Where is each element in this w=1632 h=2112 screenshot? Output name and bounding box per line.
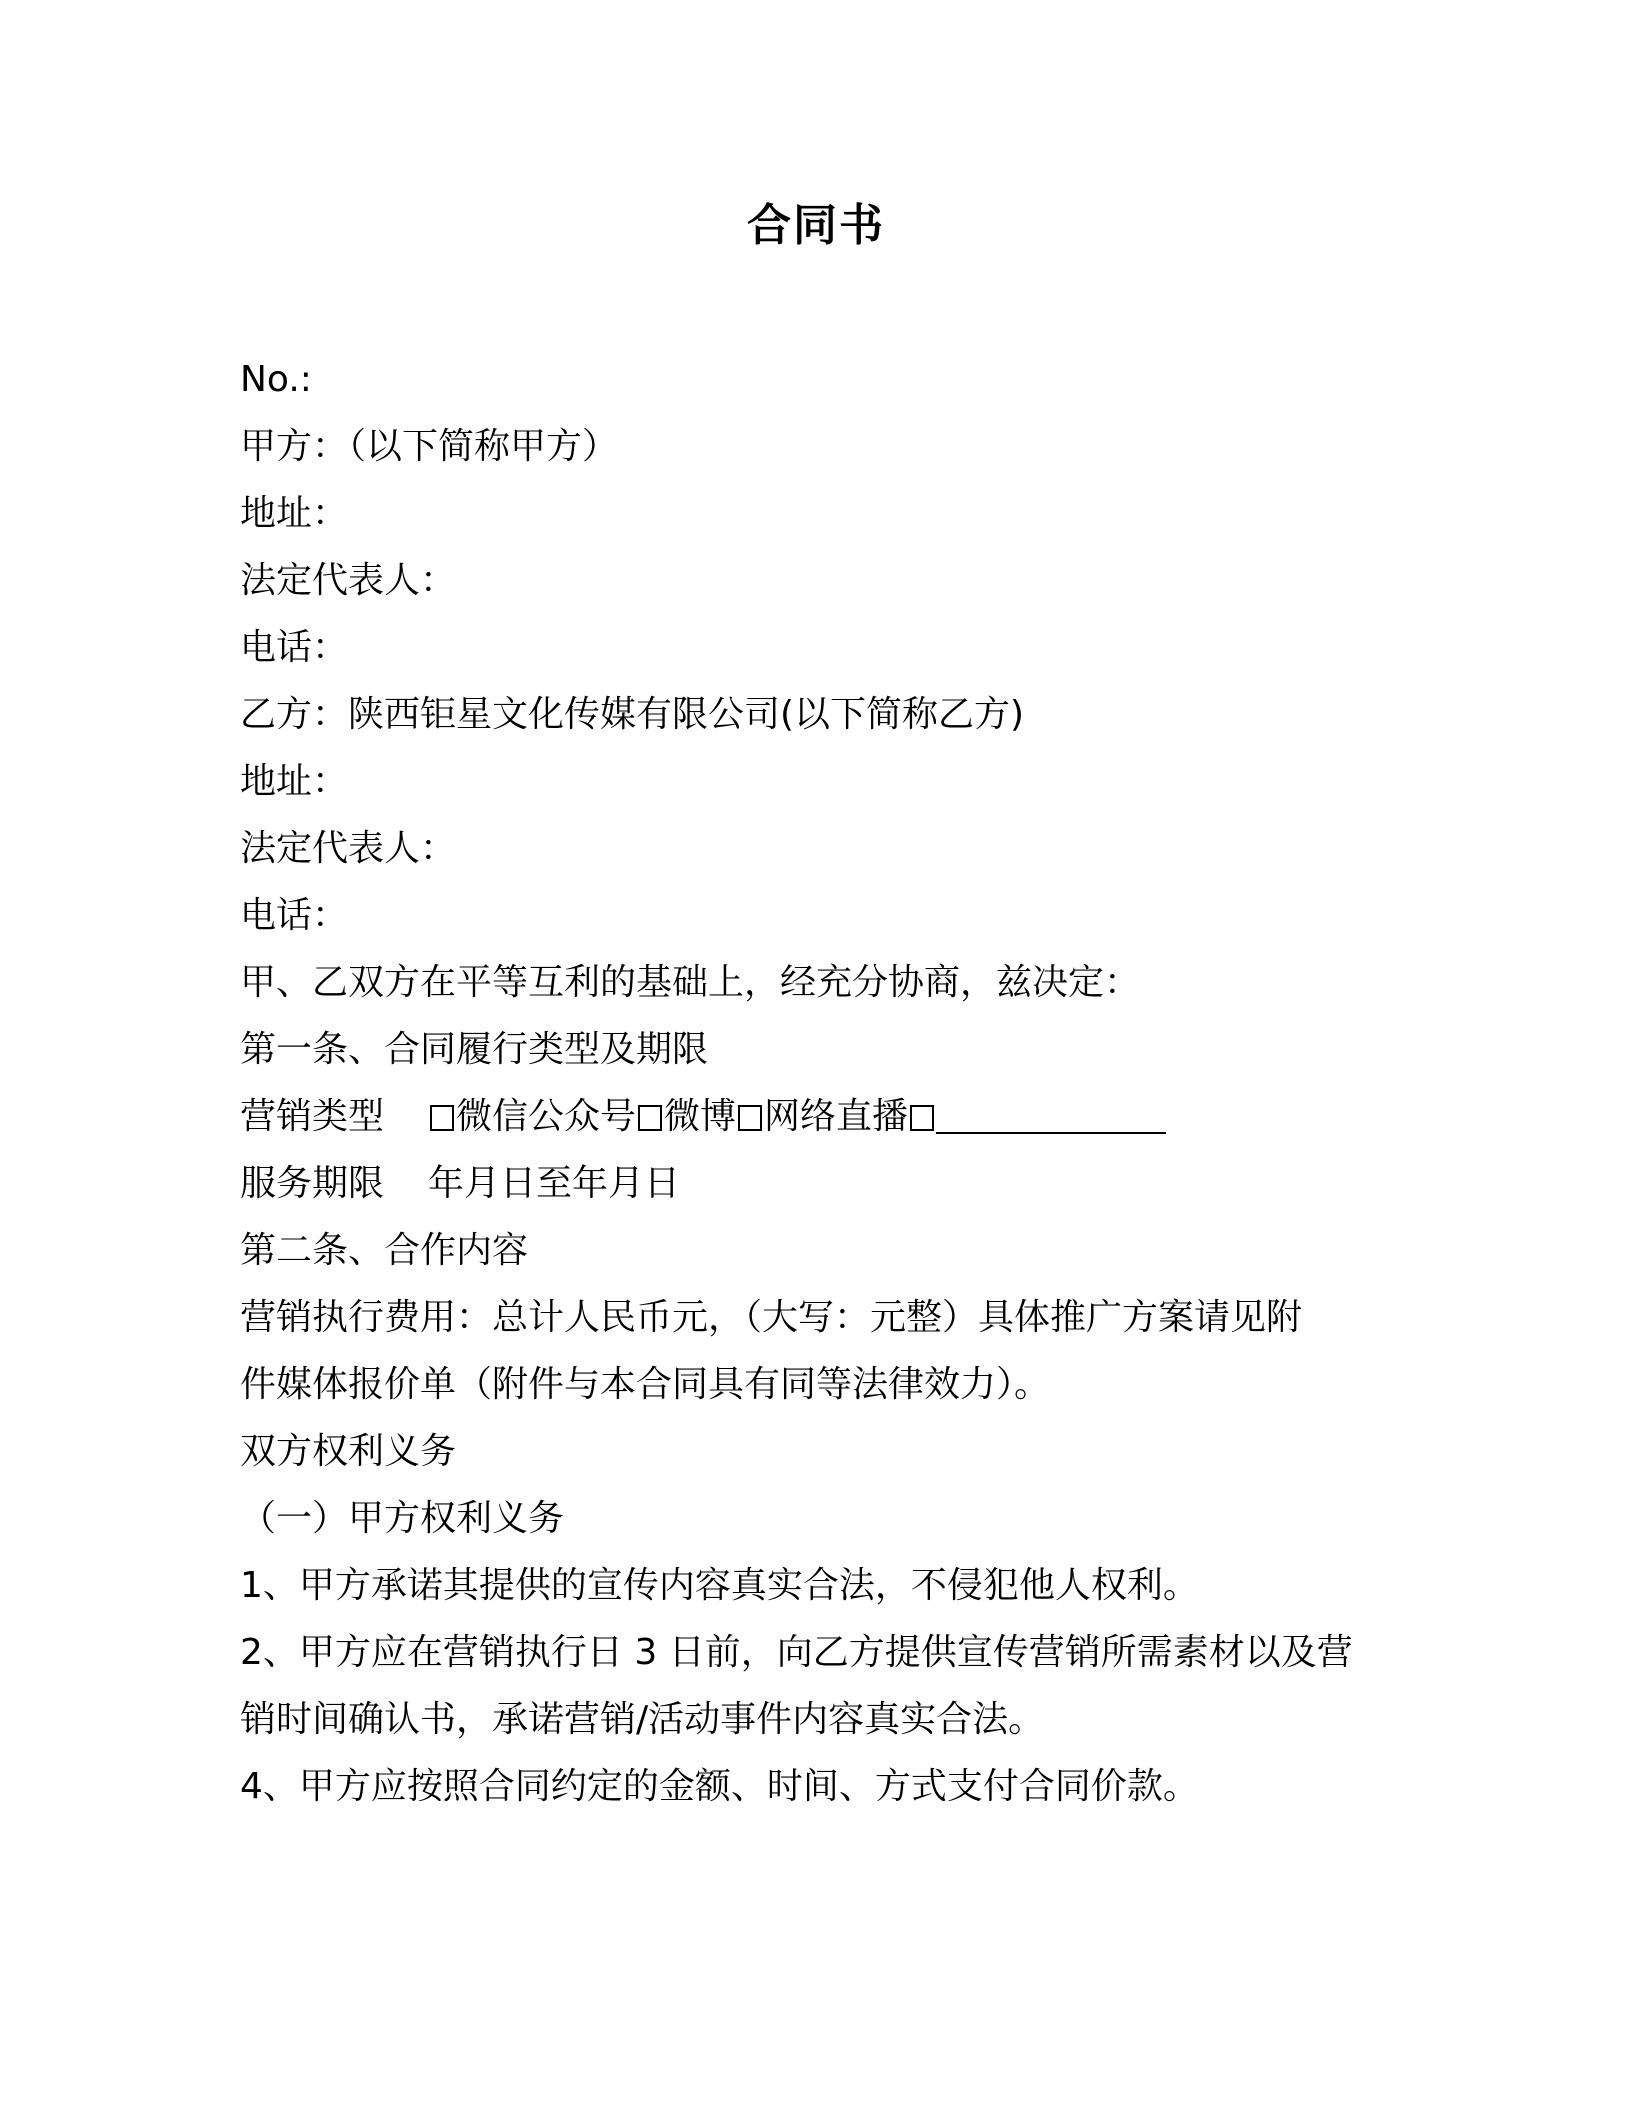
document-title: 合同书 [747,200,885,251]
clause-4: 4、甲方应按照合同约定的金额、时间、方式支付合同价款。 [240,1766,1199,1807]
article-1-title: 第一条、合同履行类型及期限 [240,1029,709,1070]
party-a-representative: 法定代表人： [240,560,457,601]
preamble: 甲、乙双方在平等互利的基础上，经充分协商，兹决定： [240,962,1141,1003]
wechat-checkbox[interactable] [430,1105,454,1131]
service-period-value: 年月日至年月日 [428,1163,681,1204]
rights-title: 双方权利义务 [240,1431,457,1472]
party-a-line [240,413,1400,480]
party-a-rights-title: （一）甲方权利义务 [240,1498,565,1539]
marketing-type-label: 营销类型 [240,1096,385,1137]
weibo-option: 微博 [664,1096,737,1137]
fee-line-2: 件媒体报价单（附件与本合同具有同等法律效力）。 [240,1364,1051,1405]
wechat-option: 微信公众号 [456,1096,637,1137]
party-b-name: 陕西钜星文化传媒有限公司(以下简称乙方) [348,694,1025,735]
party-a-label: 甲方： [240,426,349,467]
party-a-address: 地址： [240,493,349,534]
party-a-phone: 电话： [240,627,349,668]
clause-2-line-2: 销时间确认书，承诺营销/活动事件内容真实合法。 [240,1699,1045,1740]
clause-1: 1、甲方承诺其提供的宣传内容真实合法，不侵犯他人权利。 [240,1565,1199,1606]
service-period-label: 服务期限 [240,1163,385,1204]
party-b-line [240,681,1400,748]
other-blank[interactable] [936,1102,1166,1134]
party-a-note: （以下简称甲方） [348,426,619,467]
party-b-representative: 法定代表人： [240,828,457,869]
service-period-line [240,1150,1400,1217]
weibo-checkbox[interactable] [638,1105,662,1131]
article-2-title: 第二条、合作内容 [240,1230,529,1271]
live-stream-option: 网络直播 [764,1096,909,1137]
clause-2-line-1: 2、甲方应在营销执行日 3 日前，向乙方提供宣传营销所需素材以及营 [240,1632,1353,1673]
document-body [240,346,1400,1820]
other-checkbox[interactable] [910,1105,934,1131]
contract-number: No.: [240,359,312,400]
live-stream-checkbox[interactable] [738,1105,762,1131]
fee-line-1: 营销执行费用：总计人民币元，（大写：元整）具体推广方案请见附 [240,1297,1303,1338]
party-b-phone: 电话： [240,895,349,936]
marketing-type-line [240,1083,1400,1150]
party-b-label: 乙方： [240,694,349,735]
party-b-address: 地址： [240,761,349,802]
